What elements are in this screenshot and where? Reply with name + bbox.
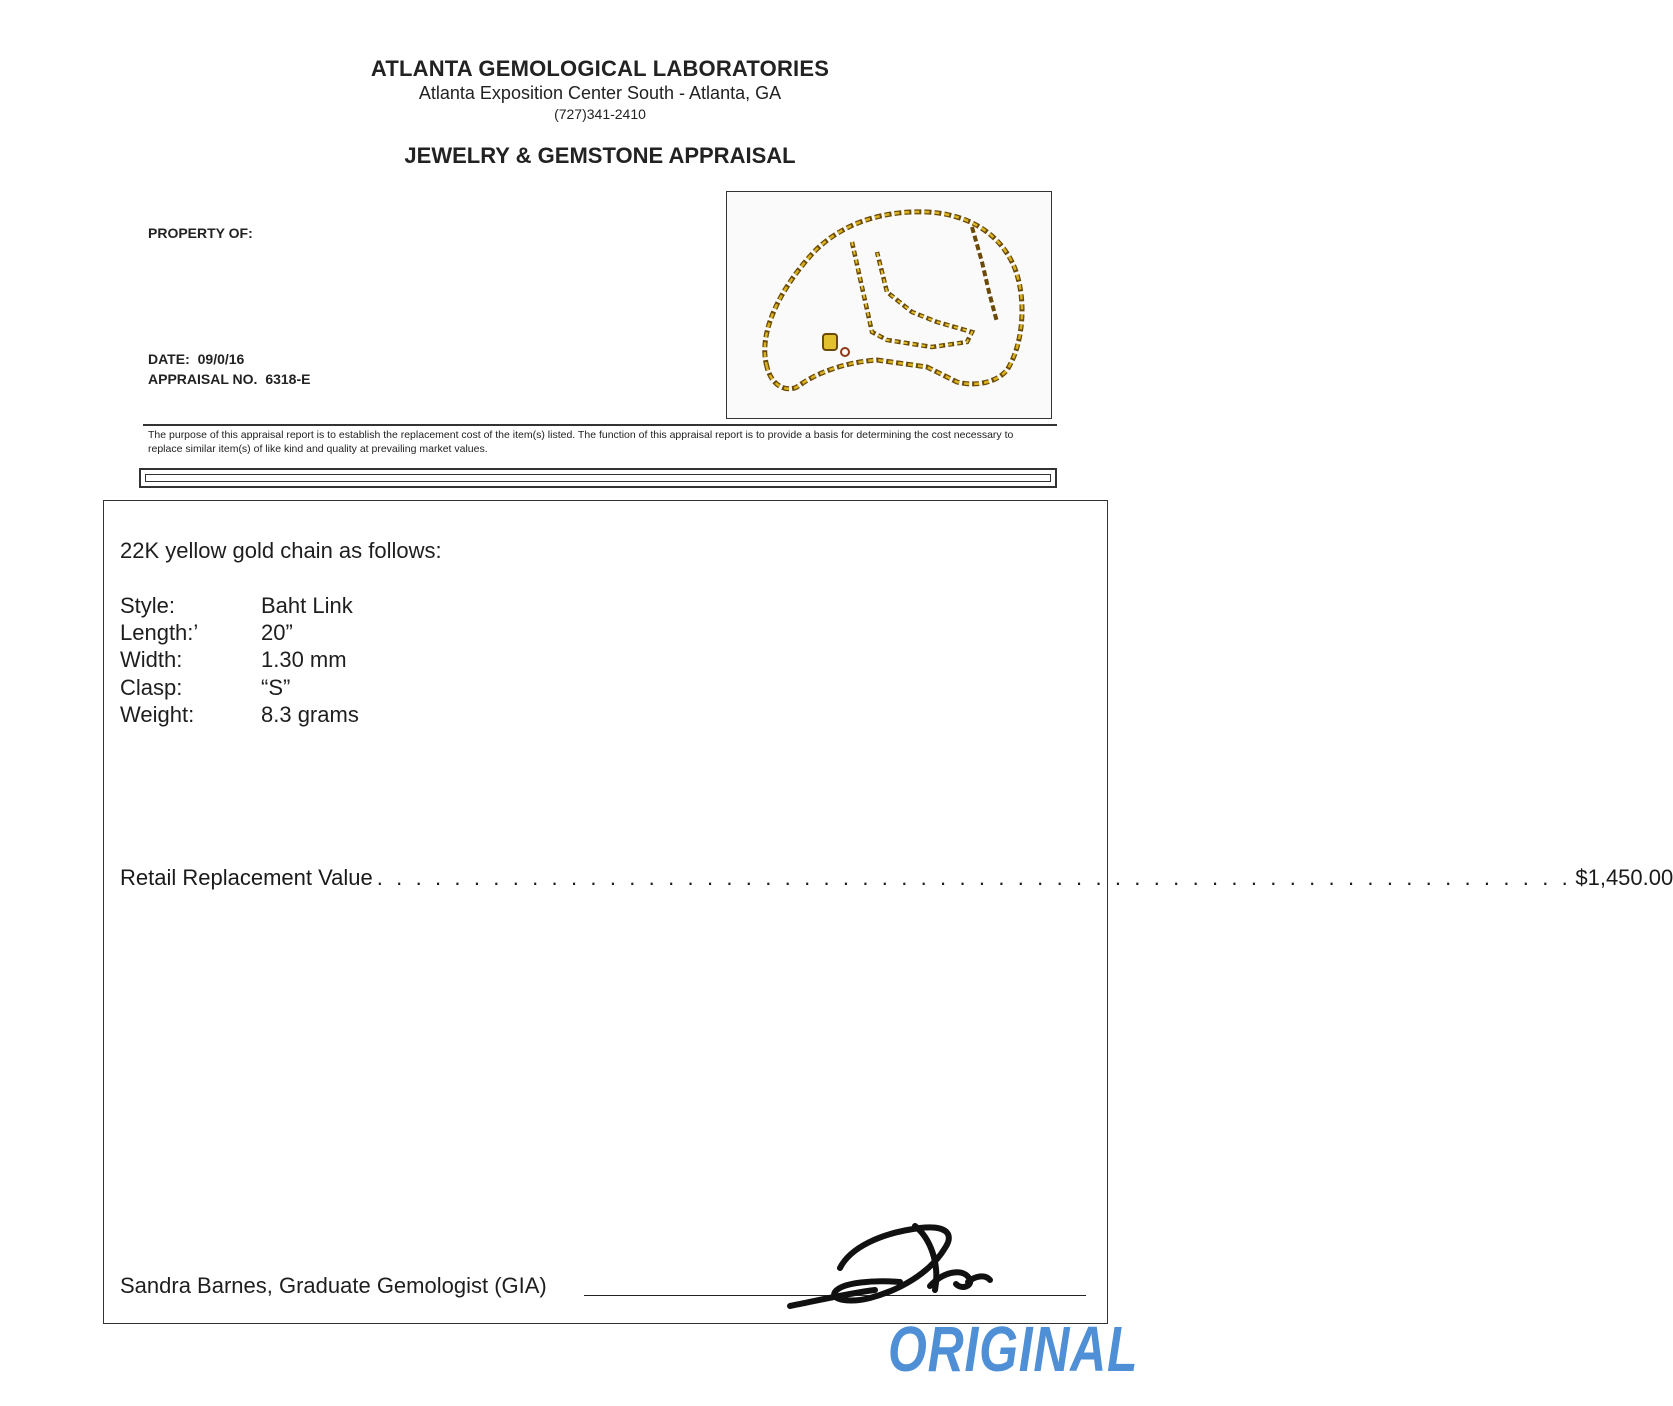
spec-label-width: Width: [120, 647, 183, 672]
item-intro: 22K yellow gold chain as follows: [120, 538, 442, 563]
spec-value-weight: 8.3 grams [261, 702, 359, 727]
spec-value-length: 20” [261, 620, 293, 645]
chain-clasp [823, 334, 837, 350]
date-label: DATE: [148, 351, 190, 367]
purpose-divider [143, 424, 1057, 426]
chain-inner-strand [852, 242, 972, 347]
retail-replacement-row [120, 865, 1673, 891]
section-separator-inner [145, 474, 1051, 482]
gold-chain-illustration [727, 192, 1051, 418]
signer-name: Sandra Barnes, Graduate Gemologist (GIA) [120, 1273, 547, 1298]
property-of-label: PROPERTY OF: [148, 225, 253, 241]
item-description-box [103, 500, 1108, 1324]
appraisal-number-line [148, 371, 310, 387]
clasp-ring [841, 348, 849, 356]
chain-outer-loop [765, 212, 1022, 389]
chain-outer-highlight [765, 212, 1022, 389]
spec-label-length: Length:’ [120, 620, 199, 645]
lab-phone: (727)341-2410 [554, 106, 646, 122]
spec-label-clasp: Clasp: [120, 675, 183, 700]
lab-name: ATLANTA GEMOLOGICAL LABORATORIES [370, 56, 830, 81]
original-stamp: ORIGINAL [888, 1313, 1139, 1385]
document-title: JEWELRY & GEMSTONE APPRAISAL [404, 143, 796, 168]
handwritten-signature [780, 1218, 1010, 1318]
date-value: 09/0/16 [197, 351, 245, 367]
purpose-statement: The purpose of this appraisal report is to establish the replacement cost of the item(s) listed. The function of this appraisal report is to provide a basis for determining the cost necessary to replace similar item(s) of like kind and quality at prevailing market values. [148, 429, 1014, 455]
spec-value-clasp: “S” [261, 675, 291, 700]
appraisal-number-value: 6318-E [265, 371, 311, 387]
retail-replacement-label: Retail Replacement Value [120, 865, 373, 890]
retail-leader-dots: . . . . . . . . . . . . . . . . . . . . . . . . . . . . . . . . . . . . . . . . . . . . . . . . . . . . . . . . . . . . . . [376, 865, 1572, 890]
retail-replacement-value: $1,450.00 [1575, 865, 1673, 890]
gold-chain-photo [726, 191, 1052, 419]
section-separator-bar [139, 468, 1057, 488]
appraisal-number-label: APPRAISAL NO. [148, 371, 258, 387]
spec-value-width: 1.30 mm [261, 647, 347, 672]
spec-label-style: Style: [120, 593, 176, 618]
spec-value-style: Baht Link [261, 593, 353, 618]
signature-stroke [780, 1218, 1010, 1313]
chain-side-strand [972, 227, 997, 322]
date-line [148, 351, 244, 367]
lab-address: Atlanta Exposition Center South - Atlanta, GA [418, 83, 782, 103]
spec-label-weight: Weight: [120, 702, 195, 727]
